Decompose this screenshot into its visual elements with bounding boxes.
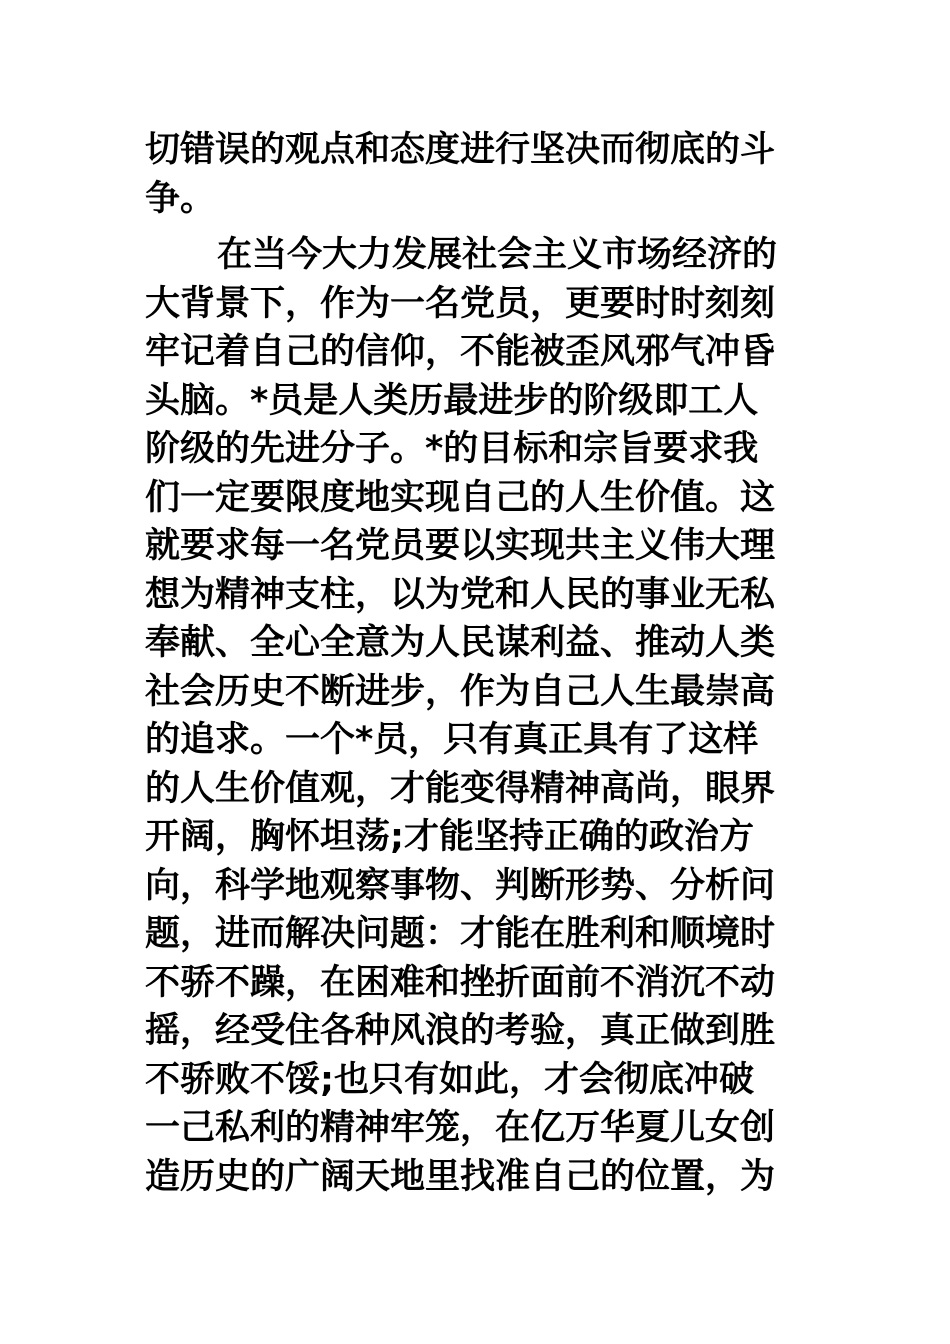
text-line: 不骄败不馁;也只有如此，才会彻底冲破 [145,1059,754,1100]
document-body [145,126,805,1201]
text-line: 题，进而解决问题：才能在胜利和顺境时 [145,914,776,954]
text-line: 切错误的观点和态度进行坚决而彻底的斗 [145,130,776,170]
text-line: 向，科学地观察事物、判断形势、分析问 [145,865,776,906]
text-line: 一己私利的精神牢笼，在亿万华夏儿女创 [145,1108,776,1148]
text-line: 奉献、全心全意为人民谋利益、推动人类 [145,623,776,663]
text-line: 牢记着自己的信仰，不能被歪风邪气冲昏 [145,332,776,372]
paragraph-gap [145,223,805,231]
text-line: 社会历史不断进步，作为自己人生最崇高 [145,671,776,712]
text-line: 们一定要限度地实现自己的人生价值。这 [145,477,776,518]
text-line: 争。 [145,178,216,219]
text-line: 造历史的广阔天地里找准自己的位置，为 [145,1156,776,1197]
text-line: 大背景下，作为一名党员，更要时时刻刻 [145,283,776,324]
paragraph-first-line: 在当今大力发展社会主义市场经济的 [217,235,778,275]
text-line: 的追求。一个*员，只有真正具有了这样 [145,720,759,760]
text-line: 想为精神支柱，以为党和人民的事业无私 [145,574,776,615]
text-line: 的人生价值观，才能变得精神高尚，眼界 [145,768,776,809]
text-line: 摇，经受住各种风浪的考验，真正做到胜 [145,1011,776,1051]
text-line: 阶级的先进分子。*的目标和宗旨要求我 [145,429,759,469]
text-line: 开阔，胸怀坦荡;才能坚持正确的政治方 [145,817,754,857]
text-line: 头脑。*员是人类历最进步的阶级即工人 [145,380,759,421]
text-line: 就要求每一名党员要以实现共主义伟大理 [145,526,776,566]
text-line: 不骄不躁，在困难和挫折面前不消沉不动 [145,962,776,1003]
